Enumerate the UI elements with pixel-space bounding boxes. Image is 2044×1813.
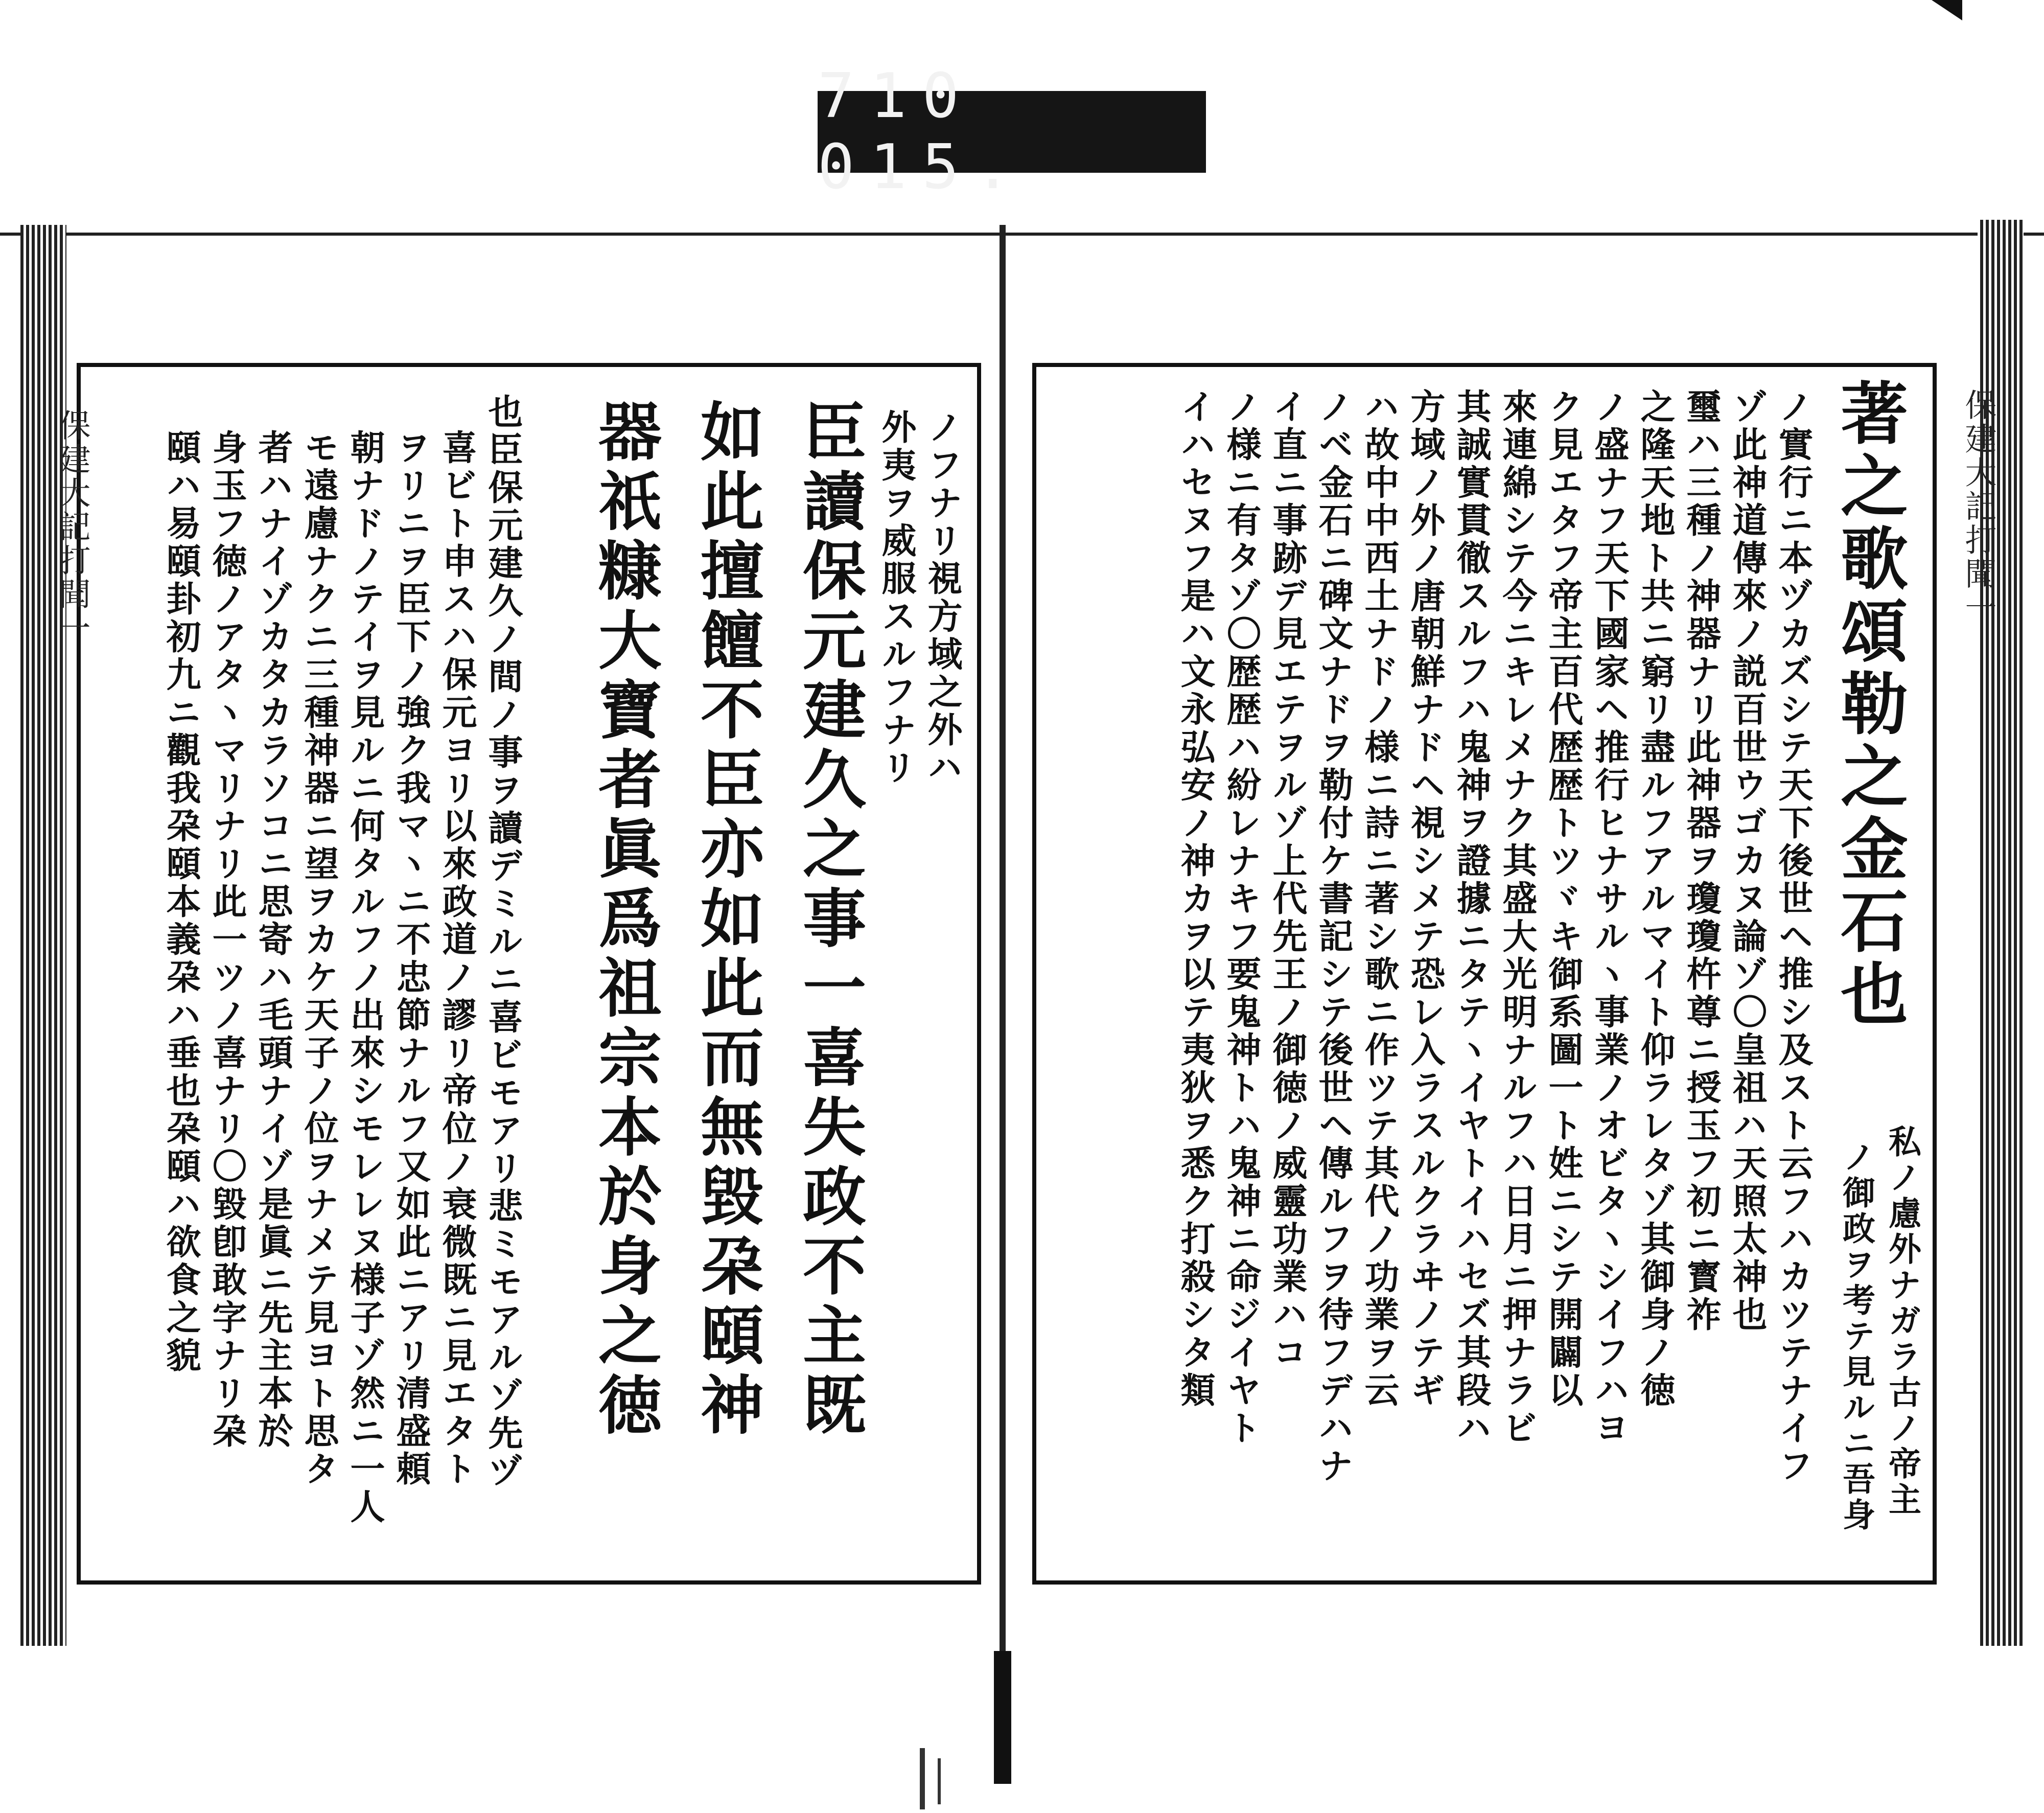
text-column: 也臣保元建久ノ間ノ事ヲ讀デミルニ喜ビモアリ悲ミモアルゾ先ヅ	[482, 394, 523, 1490]
top-rule	[0, 233, 2044, 236]
text-column: 私ノ慮外ナガラ古ノ帝主	[1883, 1124, 1921, 1518]
text-column: イ直ニ事跡デ見エテヲルゾ上代先王ノ御徳ノ威靈功業ハコ	[1267, 388, 1308, 1372]
bottom-mark	[938, 1758, 941, 1804]
right-page-side-title: 保建大記打聞一	[1960, 388, 1997, 625]
text-column: 頤ハ易頤卦初九ニ觀我朶頤本義朶ハ垂也朶頤ハ欲食之貌	[160, 429, 201, 1375]
book-spine	[1000, 225, 1006, 1656]
text-column: 之隆天地ト共ニ窮リ盡ルフアルマイト仰ラレタゾ其御身ノ徳	[1635, 388, 1676, 1410]
text-column: ノ盛ナフ天下國家ヘ推行ヒナサルヽ事業ノオビタヽシイフハヨ	[1589, 388, 1630, 1448]
text-column: 者ハナイゾカタカラソコニ思寄ハ毛頭ナイゾ是眞ニ先主本於	[252, 429, 293, 1451]
text-column: ハ故中中西土ナドノ様ニ詩ニ著シ歌ニ作ツテ其代ノ功業ヲ云	[1359, 388, 1400, 1410]
text-column: ク見エタフ帝主百代歴歴トツヾキ御系圖一ト姓ニシテ開闢以	[1543, 388, 1584, 1410]
text-column: ノベ金石ニ碑文ナドヲ勒付ケ書記シテ後世ヘ傳ルフヲ待フデハナ	[1313, 388, 1354, 1485]
bottom-mark	[920, 1748, 925, 1809]
text-column: 朝ナドノテイヲ見ルニ何タルフノ出來シモレレヌ様子ゾ然ニ一人	[344, 429, 385, 1526]
text-column: 璽ハ三種ノ神器ナリ此神器ヲ瓊瓊杵尊ニ授玉フ初ニ寳祚	[1681, 388, 1722, 1334]
main-text-column: 臣讀保元建久之事一喜失政不主既	[792, 399, 866, 1441]
text-column: ゾ此神道傳來ノ説百世ウゴカヌ論ゾ〇皇祖ハ天照太神也	[1727, 388, 1768, 1334]
text-column: 身玉フ徳ノアタヽマリナリ此一ツノ喜ナリ〇毀卽敢字ナリ朶	[206, 429, 247, 1451]
text-column: モ遠慮ナクニ三種神器ニ望ヲカケ天子ノ位ヲナメテ見ヨト思タ	[298, 429, 339, 1488]
film-frame-label: 710 015.	[818, 91, 1206, 173]
text-column: 來連綿シテ今ニキレメナク其盛大光明ナルフハ日月ニ押ナラビ	[1497, 388, 1538, 1448]
text-column: 方域ノ外ノ唐朝鮮ナドヘ視シメテ恐レ入ラスルクラヰノテギ	[1405, 388, 1446, 1410]
text-column: ノ御政ヲ考テ見ルニ吾身	[1837, 1140, 1875, 1533]
text-column: ノ實行ニ本ヅカズシテ天下後世ヘ推シ及スト云フハカツテナイフ	[1773, 388, 1814, 1485]
text-column: 外夷ヲ威服スルフナリ	[876, 409, 917, 787]
left-page-side-title: 保建大記打聞一	[54, 409, 91, 645]
text-column: 喜ビト申スハ保元ヨリ以來政道ノ謬リ帝位ノ衰微既ニ見エタト	[436, 429, 477, 1488]
text-column: ノ様ニ有タゾ〇歴歴ハ紛レナキフ要鬼神トハ鬼神ニ命ジイヤト	[1221, 388, 1262, 1448]
right-page-heading: 著之歌頌勒之金石也	[1829, 378, 1908, 1031]
main-text-column: 如此擅饘不臣亦如此而無毀朶頤神	[690, 399, 764, 1441]
text-column: イハセヌフ是ハ文永弘安ノ神カヲ以テ夷狄ヲ悉ク打殺シタ類	[1175, 388, 1216, 1410]
text-column: 其誠實貫徹スルフハ鬼神ヲ證據ニタテヽイヤトイハセズ其段ハ	[1451, 388, 1492, 1448]
text-column: ヲリニヲ臣下ノ強ク我マヽニ不忠節ナルフ又如此ニアリ清盛頼	[390, 429, 431, 1488]
text-column: ノフナリ視方域之外ハ	[922, 409, 963, 787]
spine-tab	[994, 1651, 1011, 1784]
main-text-column: 器祇糠大寶者眞爲祖宗本於身之徳	[588, 399, 662, 1441]
